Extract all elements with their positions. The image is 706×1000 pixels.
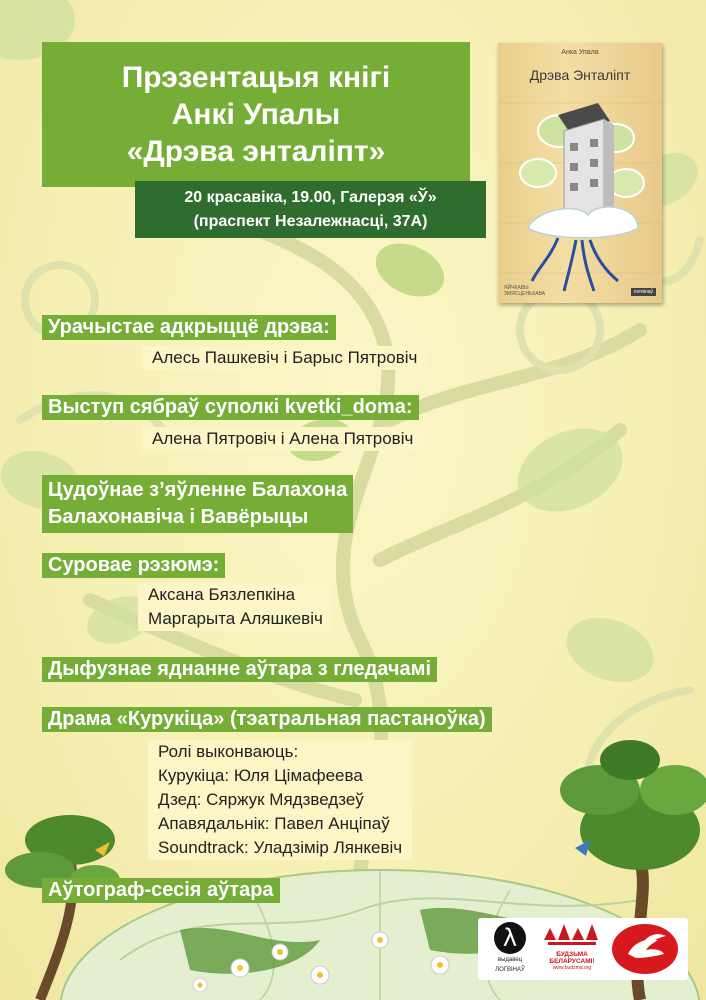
section-diffusion: Дыфузнае яднанне аўтара з гледачамі <box>42 657 437 682</box>
section-opening-details: Алесь Пашкевіч і Барыс Пятровіч <box>142 346 427 370</box>
logvinau-logo <box>488 922 532 976</box>
date-time-line: 20 красавіка, 19.00, Галерэя «Ў» <box>184 188 437 206</box>
drama-cast-3: Апавядальнік: Павел Анціпаў <box>158 814 390 833</box>
budzma-logo <box>540 920 604 978</box>
drama-cast-heading: Ролі выконваюць: <box>158 742 299 761</box>
section-balakhon-line-1: Цудоўнае з’яўленне Балахона <box>48 479 348 501</box>
event-title <box>42 42 470 187</box>
book-publisher: логвінаў <box>631 288 656 296</box>
book-series: ЯЙЧКАВЫ ЗМЯСЦЕНЬКАВА <box>504 285 546 297</box>
drama-cast-2: Дзед: Сяржук Мядзведзеў <box>158 790 364 809</box>
drama-cast-1: Курукіца: Юля Цімафеева <box>158 766 363 785</box>
budzma-label-1: БУДЗЬМА <box>556 951 588 958</box>
event-date-venue <box>135 181 486 238</box>
budzma-label-2: БЕЛАРУСАМІ! <box>549 958 595 965</box>
section-summary-details <box>138 583 333 631</box>
title-line-3: «Дрэва энталіпт» <box>126 135 386 168</box>
logvinau-label-1: выдавец <box>497 957 523 963</box>
book-author: Анка Упала <box>561 49 599 56</box>
logvinau-label-2: ЛОГВІНАЎ <box>495 967 525 973</box>
book-title: Дрэва Энталіпт <box>529 67 631 83</box>
pegasus-icon <box>612 924 678 974</box>
title-line-2: Анкі Упалы <box>171 98 341 131</box>
section-kvetki-doma: Выступ сябраў суполкі kvetki_doma: <box>42 395 419 420</box>
address-line: (праспект Незалежнасці, 37А) <box>193 212 428 230</box>
book-cover <box>498 43 662 303</box>
budzma-url: www.budzma.org <box>552 965 592 971</box>
section-kvetki-doma-details: Алена Пятровіч і Алена Пятровіч <box>142 427 423 451</box>
embroidery-pattern-icon <box>542 920 602 946</box>
drama-cast-4: Soundtrack: Уладзімір Лянкевіч <box>158 838 403 857</box>
summary-person-2: Маргарыта Аляшкевіч <box>148 609 323 628</box>
pegasus-logo <box>612 924 678 974</box>
section-balakhon <box>42 475 353 533</box>
section-balakhon-line-2: Балахонавіча і Вавёрыцы <box>48 506 309 528</box>
section-drama: Драма «Курукіца» (тэатральная пастаноўка) <box>42 707 492 732</box>
title-line-1: Прэзентацыя кнігі <box>121 61 391 94</box>
section-opening: Урачыстае адкрыццё дрэва: <box>42 315 336 340</box>
section-autograph: Аўтограф-сесія аўтара <box>42 878 280 903</box>
section-summary: Суровае рэзюмэ: <box>42 553 225 578</box>
sponsor-logos <box>478 918 688 980</box>
section-drama-details <box>148 740 412 860</box>
lambda-icon: λ <box>494 922 526 954</box>
summary-person-1: Аксана Бязлепкіна <box>148 585 296 604</box>
